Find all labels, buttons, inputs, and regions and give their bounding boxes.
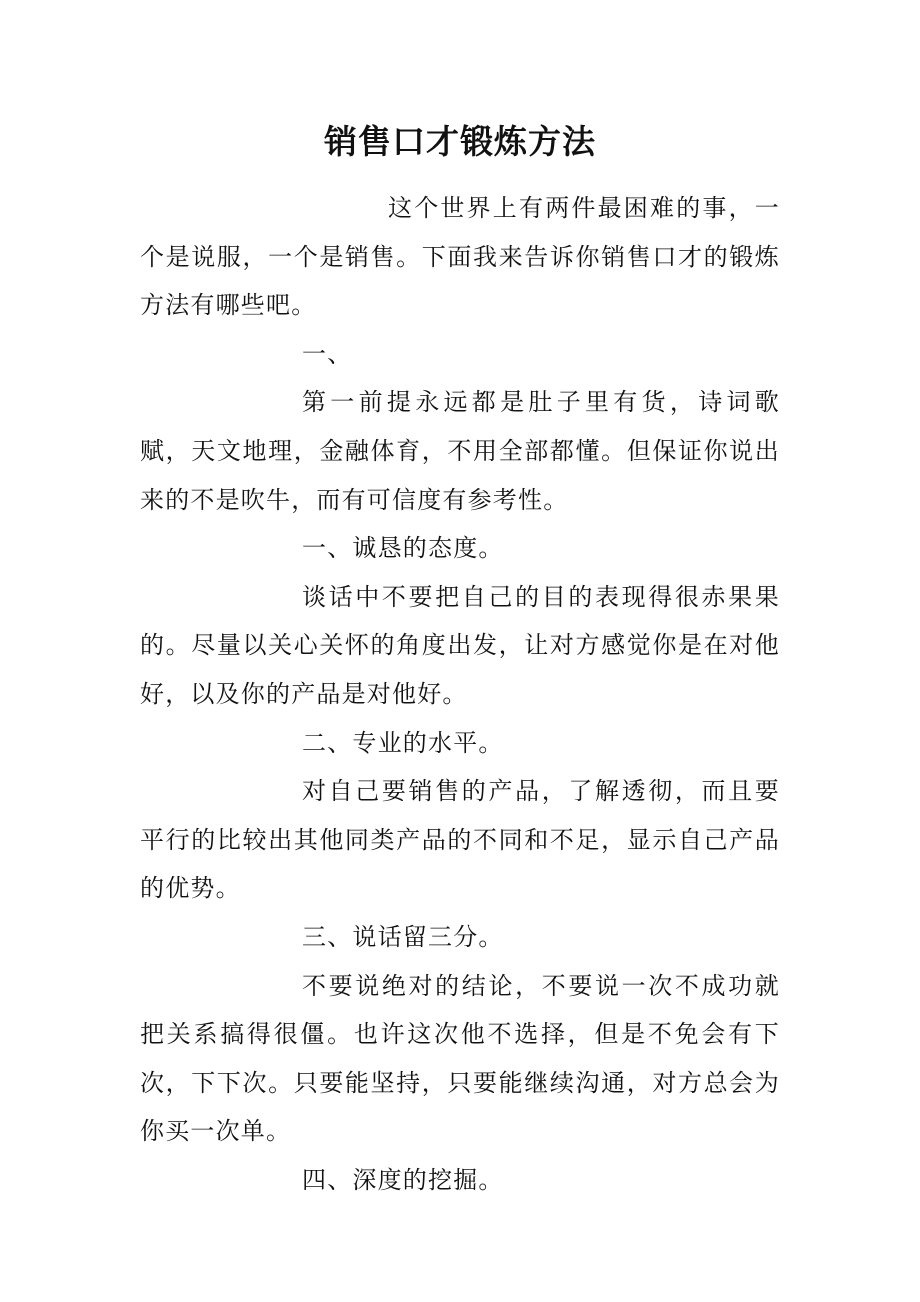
section-marker: 一、 [302, 339, 353, 368]
body-paragraph: 不要说绝对的结论，不要说一次不成功就把关系搞得很僵。也许这次他不选择，但是不免会有下次，下下次。只要能坚持，只要能继续沟通，对方总会为你买一次单。 [140, 971, 780, 1146]
section-heading: 一、诚恳的态度。 [302, 534, 504, 563]
section-heading: 二、专业的水平。 [302, 728, 504, 757]
body-paragraph: 第一前提永远都是肚子里有货，诗词歌赋，天文地理，金融体育，不用全部都懂。但保证你说出来的不是吹牛，而有可信度有参考性。 [140, 388, 780, 514]
body-paragraph: 谈话中不要把自己的目的表现得很赤果果的。尽量以关心关怀的角度出发，让对方感觉你是在对他好，以及你的产品是对他好。 [140, 582, 780, 708]
document-title: 销售口才锻炼方法 [324, 122, 596, 161]
document-body [140, 184, 780, 1204]
body-paragraph: 对自己要销售的产品，了解透彻，而且要平行的比较出其他同类产品的不同和不足，显示自己产品的优势。 [140, 777, 780, 903]
section-heading: 四、深度的挖掘。 [302, 1165, 504, 1194]
intro-paragraph: 这个世界上有两件最困难的事，一个是说服，一个是销售。下面我来告诉你销售口才的锻炼方法有哪些吧。 [140, 194, 780, 320]
section-heading: 三、说话留三分。 [302, 922, 504, 951]
